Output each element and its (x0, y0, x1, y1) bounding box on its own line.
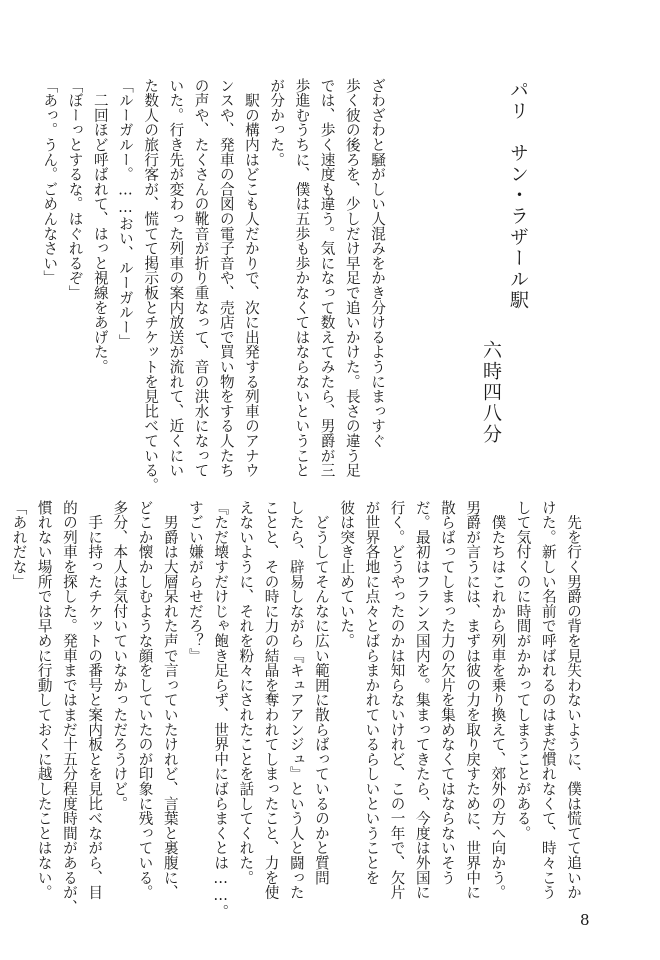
text-line: どうしてそんなに広い範囲に散らばっているのかと質問 (312, 500, 330, 885)
section-heading-station: パリ サン・ラザール駅 (507, 80, 529, 311)
text-line: 『ただ壊すだけじゃ飽き足らず、世界中にばらまくとは……。 (212, 500, 230, 920)
text-line: が分かった。 (268, 78, 286, 167)
text-line: 「ぼーっとするな。はぐれるぞ」 (66, 78, 84, 300)
upper-text-block (37, 78, 390, 493)
text-line: 多分、本人は気付いていなかっただろうけど。 (111, 500, 129, 811)
text-line: 「ルーガルー。……おい、ルーガルー」 (116, 78, 134, 350)
lower-text-block (6, 500, 586, 920)
text-line: 歩く彼の後ろを、少しだけ早足で追いかけた。長さの違う足 (343, 78, 361, 478)
text-line: 彼は突き止めていた。 (338, 500, 356, 648)
text-line: 的の列車を探した。発車まではまだ十五分程度時間があるが、 (60, 500, 78, 915)
section-heading-time: 六時四八分 (480, 340, 502, 445)
text-line: た数人の旅行客が、慌てて掲示板とチケットを見比べている。 (142, 78, 160, 493)
text-line: 散らばってしまった力の欠片を集めなくてはならないそう (438, 500, 456, 885)
text-line: 行く。どうやったのかは知らないけれど、この一年で、欠片 (388, 500, 406, 900)
text-line: 「あっ。うん。ごめんなさい」 (41, 78, 59, 286)
text-line: では、歩く速度も違う。気になって数えてみたら、男爵が三 (318, 78, 336, 478)
text-line: 慣れない場所では早めに行動しておくに越したことはない。 (35, 500, 53, 900)
text-line: 「あれだな」 (10, 500, 28, 589)
text-line: ことと、その時に力の結晶を奪われてしまったこと、力を使 (262, 500, 280, 900)
text-line: えないように、それを粉々にされたことを話してくれた。 (237, 500, 255, 885)
text-line: 駅の構内はどこも人だかりで、次に出発する列車のアナウ (242, 78, 260, 478)
text-line: の声や、たくさんの靴音が折り重なって、音の洪水になって (192, 78, 210, 478)
text-line: けた。新しい名前で呼ばれるのはまだ慣れなくて、時々こう (539, 500, 557, 900)
text-line: 手に持ったチケットの番号と案内板とを見比べながら、目 (86, 500, 104, 900)
text-line: したら、辟易しながら『キュアアンジュ』という人と闘った (287, 500, 305, 900)
page-number: 8 (580, 911, 590, 929)
text-line: ンスや、発車の合図の電子音や、売店で買い物をする人たち (217, 78, 235, 478)
text-line: 先を行く男爵の背を見失わないように、僕は慌てて追いか (565, 500, 582, 900)
text-line: ざわざわと騒がしい人混みをかき分けるようにまっすぐ (369, 78, 386, 448)
text-line: 二回ほど呼ばれて、はっと視線をあげた。 (91, 78, 109, 374)
text-line: どこか懐かしむような顔をしていたのが印象に残っている。 (136, 500, 154, 900)
text-line: いた。行き先が変わった列車の案内放送が流れて、近くにい (167, 78, 185, 478)
text-line: だ。最初はフランス国内を。集まってきたら、今度は外国に (413, 500, 431, 900)
text-line: して気付くのに時間がかかってしまうことがある。 (514, 500, 532, 841)
text-line: 男爵は大層呆れた声で言っていたけれど、言葉と裏腹に、 (161, 500, 179, 900)
text-line: 歩進むうちに、僕は五歩も歩かなくてはならないということ (293, 78, 311, 478)
text-line: が世界各地に点々とばらまかれているらしいということを (363, 500, 381, 885)
text-line: 僕たちはこれから列車を乗り換えて、郊外の方へ向かう。 (489, 500, 507, 900)
text-line: 男爵が言うには、まずは彼の力を取り戻すために、世界中に (464, 500, 482, 900)
text-line: すごい嫌がらせだろ？』 (186, 500, 204, 663)
